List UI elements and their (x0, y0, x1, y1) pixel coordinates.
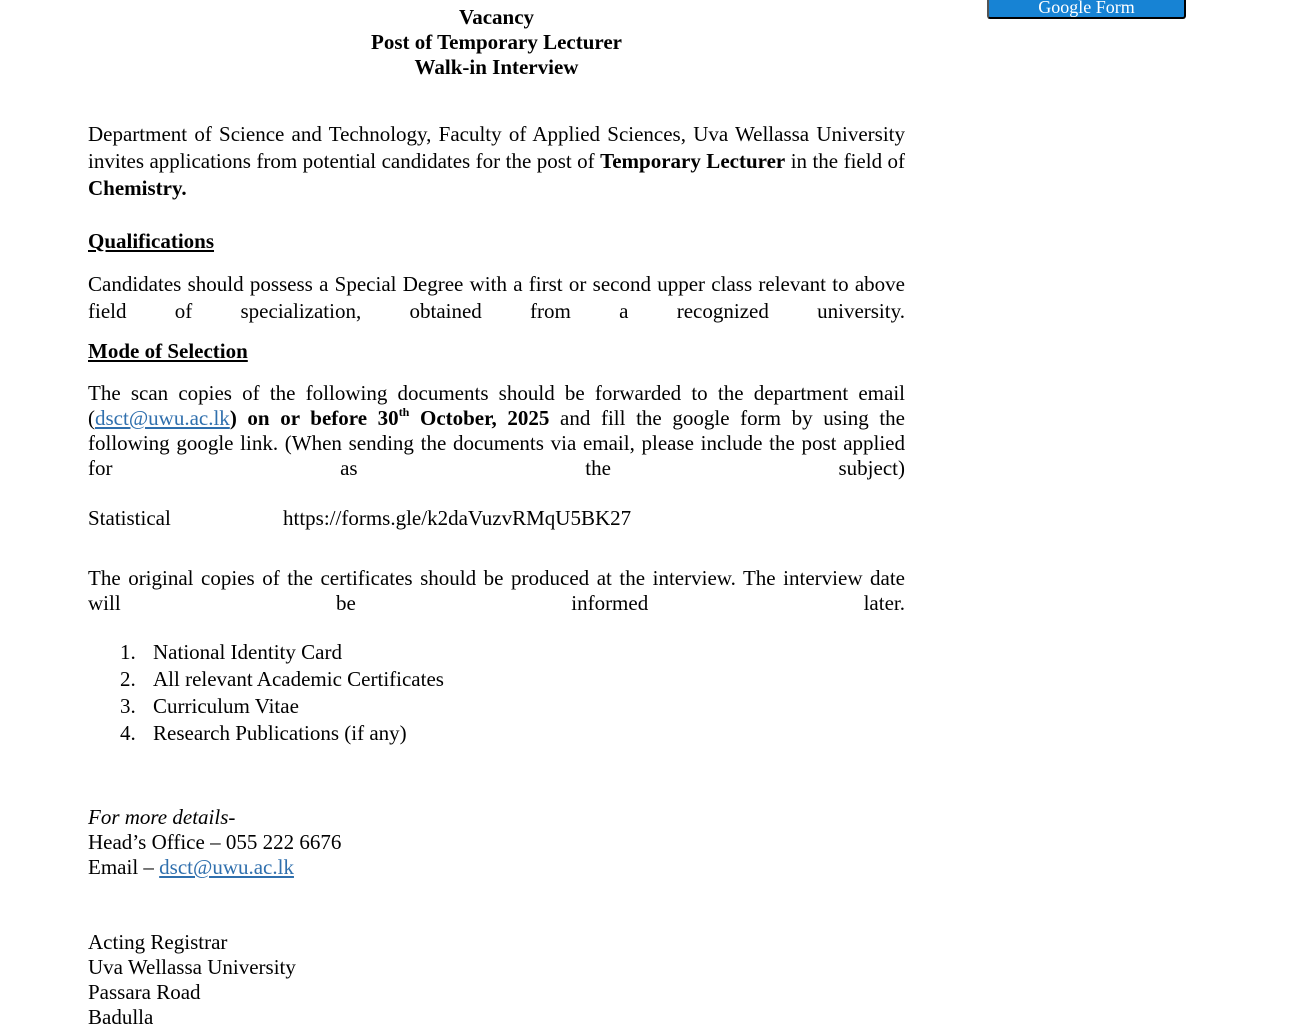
google-link-row (88, 506, 905, 531)
documents-list (120, 640, 444, 748)
list-item-number: 1. (120, 640, 136, 664)
selection-text-after: and fill the google form by using the following google link. (When sending the documents via email, please include the post applied for as the subject) (88, 406, 905, 480)
intro-post: Temporary Lecturer (600, 149, 786, 173)
google-form-url[interactable]: https://forms.gle/k2daVuzvRMqU5BK27 (283, 506, 632, 530)
signature-title: Acting Registrar (88, 930, 228, 954)
intro-field: Chemistry. (88, 176, 187, 200)
contact-email-link[interactable]: dsct@uwu.ac.lk (159, 855, 294, 879)
selection-heading: Mode of Selection (88, 339, 248, 363)
intro-text: Department of Science and Technology, Faculty of Applied Sciences, Uva Wellassa University invites applications from potential candidates for the post of (88, 122, 905, 173)
list-item-label: Research Publications (if any) (153, 721, 407, 745)
signature-university: Uva Wellassa University (88, 955, 296, 979)
page-title (88, 5, 905, 80)
deadline-sup: th (398, 405, 410, 419)
more-details-label: For more details (88, 805, 229, 829)
list-item-label: National Identity Card (153, 640, 342, 664)
deadline-paren (230, 406, 550, 430)
more-details-dash: - (228, 805, 236, 829)
title-walk-in: Walk-in Interview (414, 55, 579, 79)
contact-email-line (88, 855, 905, 880)
selection-text-before: The scan copies of the following documents should be forwarded to the department email ( (88, 381, 905, 430)
department-email-link[interactable]: dsct@uwu.ac.lk (95, 406, 230, 430)
contact-block (88, 805, 905, 880)
office-phone: Head’s Office – 055 222 6676 (88, 830, 342, 854)
signature-block (88, 930, 905, 1030)
list-item-number: 2. (120, 667, 136, 691)
list-item (120, 667, 444, 694)
qualifications-heading: Qualifications (88, 229, 215, 253)
deadline-a: ) on or before 30 (229, 406, 399, 430)
interview-note: The original copies of the certificates should be produced at the interview. The interview date will be informed later. (88, 566, 905, 615)
contact-email-prefix: Email – (88, 855, 160, 879)
title-vacancy: Vacancy (458, 5, 535, 29)
signature-city: Badulla (88, 1005, 154, 1029)
more-details-line (88, 805, 905, 830)
qualifications-text: Candidates should possess a Special Degree with a first or second upper class relevant to above field of specialization, obtained from a recognized university. (88, 272, 905, 323)
google-form-button[interactable]: Google Form (987, 0, 1186, 19)
signature-road: Passara Road (88, 980, 201, 1004)
list-item (120, 694, 444, 721)
google-link-label: Statistical (88, 506, 171, 530)
intro-field-prefix: in the field of (790, 149, 906, 173)
selection-paragraph (88, 381, 905, 506)
list-item-number: 3. (120, 694, 136, 718)
list-item-label: All relevant Academic Certificates (153, 667, 444, 691)
title-post: Post of Temporary Lecturer (371, 30, 622, 54)
list-item (120, 640, 444, 667)
deadline-b: October, 2025 (409, 406, 550, 430)
intro-paragraph (88, 121, 905, 229)
list-item-label: Curriculum Vitae (153, 694, 299, 718)
list-item (120, 721, 444, 748)
list-item-number: 4. (120, 721, 136, 745)
